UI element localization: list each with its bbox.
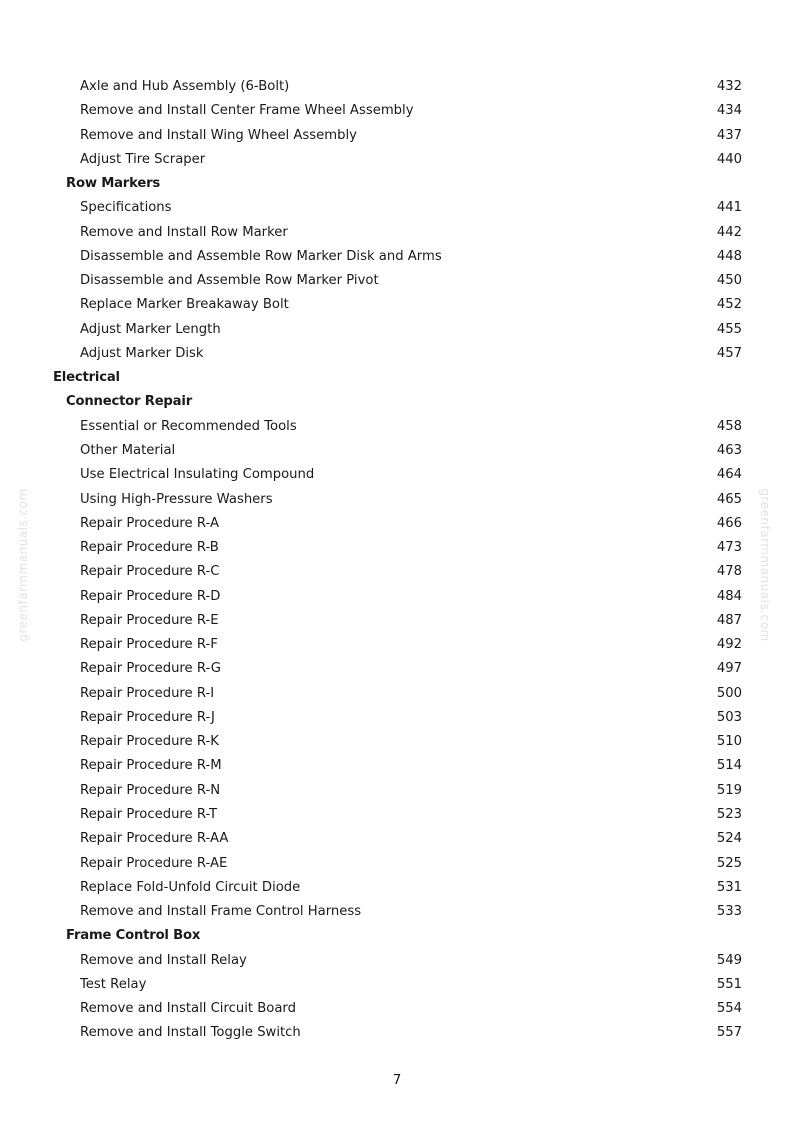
toc-entry[interactable] <box>0 560 794 584</box>
toc-entry-title: Electrical <box>53 370 120 386</box>
toc-entry-page-number: 484 <box>716 588 742 604</box>
toc-entry[interactable] <box>0 900 794 924</box>
toc-entry-title: Specifications <box>80 200 172 216</box>
toc-entry-title: Connector Repair <box>66 394 192 410</box>
toc-entry-page-number: 519 <box>716 782 742 798</box>
toc-entry-page-number: 450 <box>716 273 742 289</box>
toc-entry-page-number: 455 <box>716 321 742 337</box>
toc-entry-title: Remove and Install Row Marker <box>80 224 288 240</box>
toc-entry-title: Remove and Install Center Frame Wheel Assembly <box>80 103 414 119</box>
toc-entry-page-number: 525 <box>716 855 742 871</box>
toc-entry-page-number: 487 <box>716 612 742 628</box>
toc-entry-title: Repair Procedure R-D <box>80 588 221 604</box>
toc-entry-page-number: 473 <box>716 540 742 556</box>
toc-entry-title: Repair Procedure R-AA <box>80 831 229 847</box>
toc-entry-title: Other Material <box>80 442 176 458</box>
toc-entry-title: Repair Procedure R-AE <box>80 855 228 871</box>
toc-entry[interactable] <box>0 657 794 681</box>
toc-entry-page-number: 437 <box>716 127 742 143</box>
toc-entry-title: Repair Procedure R-M <box>80 758 222 774</box>
toc-entry-title: Adjust Tire Scraper <box>80 151 206 167</box>
toc-entry[interactable] <box>0 245 794 269</box>
toc-entry-title: Repair Procedure R-F <box>80 637 218 653</box>
toc-entry[interactable] <box>0 536 794 560</box>
toc-entry-title: Repair Procedure R-I <box>80 685 215 701</box>
toc-entry-page-number: 466 <box>716 515 742 531</box>
toc-entry-page-number: 497 <box>716 661 742 677</box>
toc-entry[interactable] <box>0 803 794 827</box>
toc-entry[interactable] <box>0 148 794 172</box>
toc-entry-title: Replace Fold-Unfold Circuit Diode <box>80 879 301 895</box>
toc-entry-title: Repair Procedure R-C <box>80 564 220 580</box>
toc-entry[interactable] <box>0 415 794 439</box>
toc-entry-title: Disassemble and Assemble Row Marker Disk and Arms <box>80 248 442 264</box>
toc-section-heading <box>0 924 794 948</box>
toc-entry-page-number: 510 <box>716 734 742 750</box>
toc-entry-title: Repair Procedure R-E <box>80 612 219 628</box>
toc-entry-page-number: 549 <box>716 952 742 968</box>
toc-entry[interactable] <box>0 512 794 536</box>
toc-entry-page-number: 478 <box>716 564 742 580</box>
toc-entry-page-number: 434 <box>716 103 742 119</box>
toc-entry[interactable] <box>0 754 794 778</box>
toc-entry[interactable] <box>0 196 794 220</box>
toc-section-heading <box>0 172 794 196</box>
toc-entry[interactable] <box>0 827 794 851</box>
toc-entry[interactable] <box>0 99 794 123</box>
toc-entry-title: Repair Procedure R-A <box>80 515 219 531</box>
toc-entry-title: Frame Control Box <box>66 928 201 944</box>
toc-entry-title: Remove and Install Toggle Switch <box>80 1025 301 1041</box>
toc-entry-title: Repair Procedure R-N <box>80 782 221 798</box>
toc-entry-title: Row Markers <box>66 176 161 192</box>
toc-entry[interactable] <box>0 609 794 633</box>
toc-entry[interactable] <box>0 463 794 487</box>
toc-entry-title: Adjust Marker Disk <box>80 345 204 361</box>
toc-entry-page-number: 503 <box>716 709 742 725</box>
toc-entry-title: Remove and Install Frame Control Harness <box>80 904 362 920</box>
toc-entry-page-number: 452 <box>716 297 742 313</box>
toc-entry-title: Test Relay <box>80 976 147 992</box>
toc-entry-page-number: 448 <box>716 248 742 264</box>
toc-entry-title: Essential or Recommended Tools <box>80 418 297 434</box>
toc-entry-title: Remove and Install Wing Wheel Assembly <box>80 127 357 143</box>
toc-entry-title: Repair Procedure R-T <box>80 806 218 822</box>
toc-entry-title: Repair Procedure R-K <box>80 734 219 750</box>
toc-entry-page-number: 441 <box>716 200 742 216</box>
toc-entry-title: Adjust Marker Length <box>80 321 221 337</box>
toc-entry-page-number: 465 <box>716 491 742 507</box>
toc-entry-page-number: 551 <box>716 976 742 992</box>
watermark-right: greenfarmmanuals.com <box>758 488 772 642</box>
toc-entry[interactable] <box>0 124 794 148</box>
toc-entry[interactable] <box>0 730 794 754</box>
toc-entry-title: Axle and Hub Assembly (6-Bolt) <box>80 79 290 94</box>
toc-entry-page-number: 463 <box>716 442 742 458</box>
toc-entry[interactable] <box>0 1021 794 1045</box>
toc-entry[interactable] <box>0 269 794 293</box>
toc-entry[interactable] <box>0 318 794 342</box>
toc-entry-page-number: 557 <box>716 1025 742 1041</box>
toc-entry[interactable] <box>0 342 794 366</box>
page-number: 7 <box>392 1072 402 1088</box>
toc-entry[interactable] <box>0 876 794 900</box>
toc-entry-page-number: 464 <box>716 467 742 483</box>
toc-entry-page-number: 514 <box>716 758 742 774</box>
toc-entry-page-number: 554 <box>716 1001 742 1017</box>
toc-entry-title: Replace Marker Breakaway Bolt <box>80 297 289 313</box>
toc-entry[interactable] <box>0 585 794 609</box>
toc-entry[interactable] <box>0 852 794 876</box>
toc-entry[interactable] <box>0 75 794 99</box>
toc-entry[interactable] <box>0 706 794 730</box>
toc-entry[interactable] <box>0 439 794 463</box>
toc-entry-title: Remove and Install Relay <box>80 952 247 968</box>
toc-entry-page-number: 533 <box>716 904 742 920</box>
toc-entry[interactable] <box>0 221 794 245</box>
toc-chapter-heading <box>0 366 794 390</box>
toc-entry[interactable] <box>0 633 794 657</box>
toc-entry[interactable] <box>0 779 794 803</box>
toc-entry[interactable] <box>0 997 794 1021</box>
toc-entry-page-number: 500 <box>716 685 742 701</box>
toc-entry-title: Remove and Install Circuit Board <box>80 1001 296 1017</box>
toc-entry-page-number: 492 <box>716 637 742 653</box>
toc-entry[interactable] <box>0 949 794 973</box>
toc-entry-page-number: 524 <box>716 831 742 847</box>
toc-entry-page-number: 531 <box>716 879 742 895</box>
table-of-contents <box>0 75 794 1046</box>
toc-entry-page-number: 457 <box>716 345 742 361</box>
toc-entry-page-number: 523 <box>716 806 742 822</box>
toc-entry[interactable] <box>0 973 794 997</box>
toc-entry-page-number: 458 <box>716 418 742 434</box>
toc-entry-title: Use Electrical Insulating Compound <box>80 467 315 483</box>
toc-entry-page-number: 432 <box>716 79 742 94</box>
toc-entry-page-number: 440 <box>716 151 742 167</box>
toc-entry-title: Repair Procedure R-G <box>80 661 221 677</box>
toc-entry[interactable] <box>0 488 794 512</box>
toc-entry-title: Disassemble and Assemble Row Marker Pivot <box>80 273 379 289</box>
watermark-left: greenfarmmanuals.com <box>16 488 30 642</box>
toc-entry[interactable] <box>0 682 794 706</box>
toc-entry-title: Repair Procedure R-B <box>80 540 219 556</box>
toc-entry-page-number: 442 <box>716 224 742 240</box>
toc-entry-title: Repair Procedure R-J <box>80 709 215 725</box>
toc-entry-title: Using High-Pressure Washers <box>80 491 273 507</box>
toc-entry[interactable] <box>0 293 794 317</box>
toc-section-heading <box>0 390 794 414</box>
